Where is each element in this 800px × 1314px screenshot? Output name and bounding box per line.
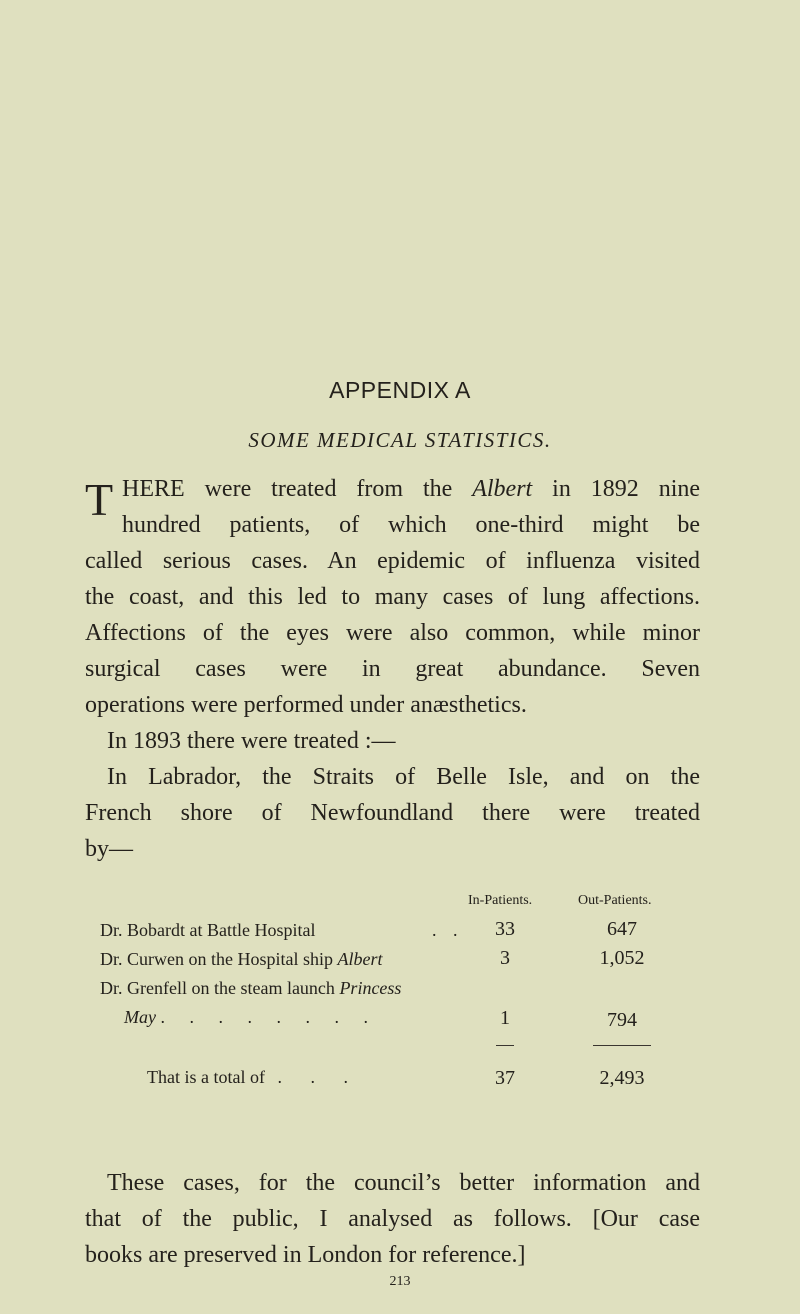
out-patients-value: 794 <box>607 1009 637 1031</box>
out-patients-value: 1,052 <box>599 947 645 969</box>
appendix-title: APPENDIX A <box>329 377 471 403</box>
table-row-continued <box>124 1007 378 1028</box>
row-label: Dr. Bobardt at Battle Hospital <box>100 920 316 940</box>
out-patients-value: 647 <box>607 918 637 940</box>
paragraph-3-line-2: French shore of Newfoundland there were treated <box>85 800 700 826</box>
total-label: That is a total of <box>147 1067 265 1087</box>
in-patients-value: 1 <box>500 1007 510 1029</box>
paragraph-1-line-7: operations were performed under anæsthetics. <box>85 692 527 718</box>
ship-name: Albert <box>337 949 383 969</box>
total-out-patients: 2,493 <box>599 1067 645 1089</box>
paragraph-3-line-1: In Labrador, the Straits of Belle Isle, and on the <box>107 764 700 790</box>
launch-name: Princess <box>339 978 402 998</box>
table-row <box>100 949 382 970</box>
in-patients-value: 33 <box>495 918 515 940</box>
paragraph-1-line-3: called serious cases. An epidemic of influenza visited <box>85 548 700 574</box>
paragraph-2: In 1893 there were treated :— <box>107 728 396 754</box>
dot-leader: . . . . . . . . <box>160 1007 378 1027</box>
text-span: HERE were treated from the <box>122 476 453 502</box>
total-in-patients: 37 <box>495 1067 515 1089</box>
text-span: in 1892 nine <box>552 476 701 502</box>
section-title: SOME MEDICAL STATISTICS. <box>248 428 552 452</box>
table-row <box>100 978 401 999</box>
header-in-patients: In-Patients. <box>468 893 533 908</box>
sum-rule <box>496 1045 514 1046</box>
in-patients-value: 3 <box>500 947 510 969</box>
table-row <box>100 920 464 941</box>
page-number: 213 <box>389 1274 411 1289</box>
paragraph-4-line-1: These cases, for the council’s better information and <box>107 1170 700 1196</box>
ship-name: Albert <box>472 476 533 502</box>
paragraph-1-line-4: the coast, and this led to many cases of lung affections. <box>85 584 700 610</box>
drop-cap: T <box>85 474 114 525</box>
header-out-patients: Out-Patients. <box>578 893 652 908</box>
launch-name-continued: May <box>124 1007 156 1027</box>
paragraph-4-line-2: that of the public, I analysed as follows. [Our case <box>85 1206 700 1232</box>
paragraph-1-line-6: surgical cases were in great abundance. Seven <box>85 656 700 682</box>
row-label: Dr. Grenfell on the steam launch <box>100 978 335 998</box>
row-label: Dr. Curwen on the Hospital ship <box>100 949 333 969</box>
dot-leader: . . . <box>277 1067 360 1087</box>
paragraph-1-line-1 <box>122 476 700 503</box>
total-row <box>147 1067 360 1088</box>
dot-leader: . . <box>432 920 464 940</box>
paragraph-1-line-5: Affections of the eyes were also common, while minor <box>85 620 700 646</box>
sum-rule <box>593 1045 651 1046</box>
paragraph-3-line-3: by— <box>85 836 133 862</box>
paragraph-1-line-2: hundred patients, of which one-third might be <box>122 512 700 538</box>
paragraph-4-line-3: books are preserved in London for reference.] <box>85 1242 526 1268</box>
statistics-table <box>100 893 715 1133</box>
